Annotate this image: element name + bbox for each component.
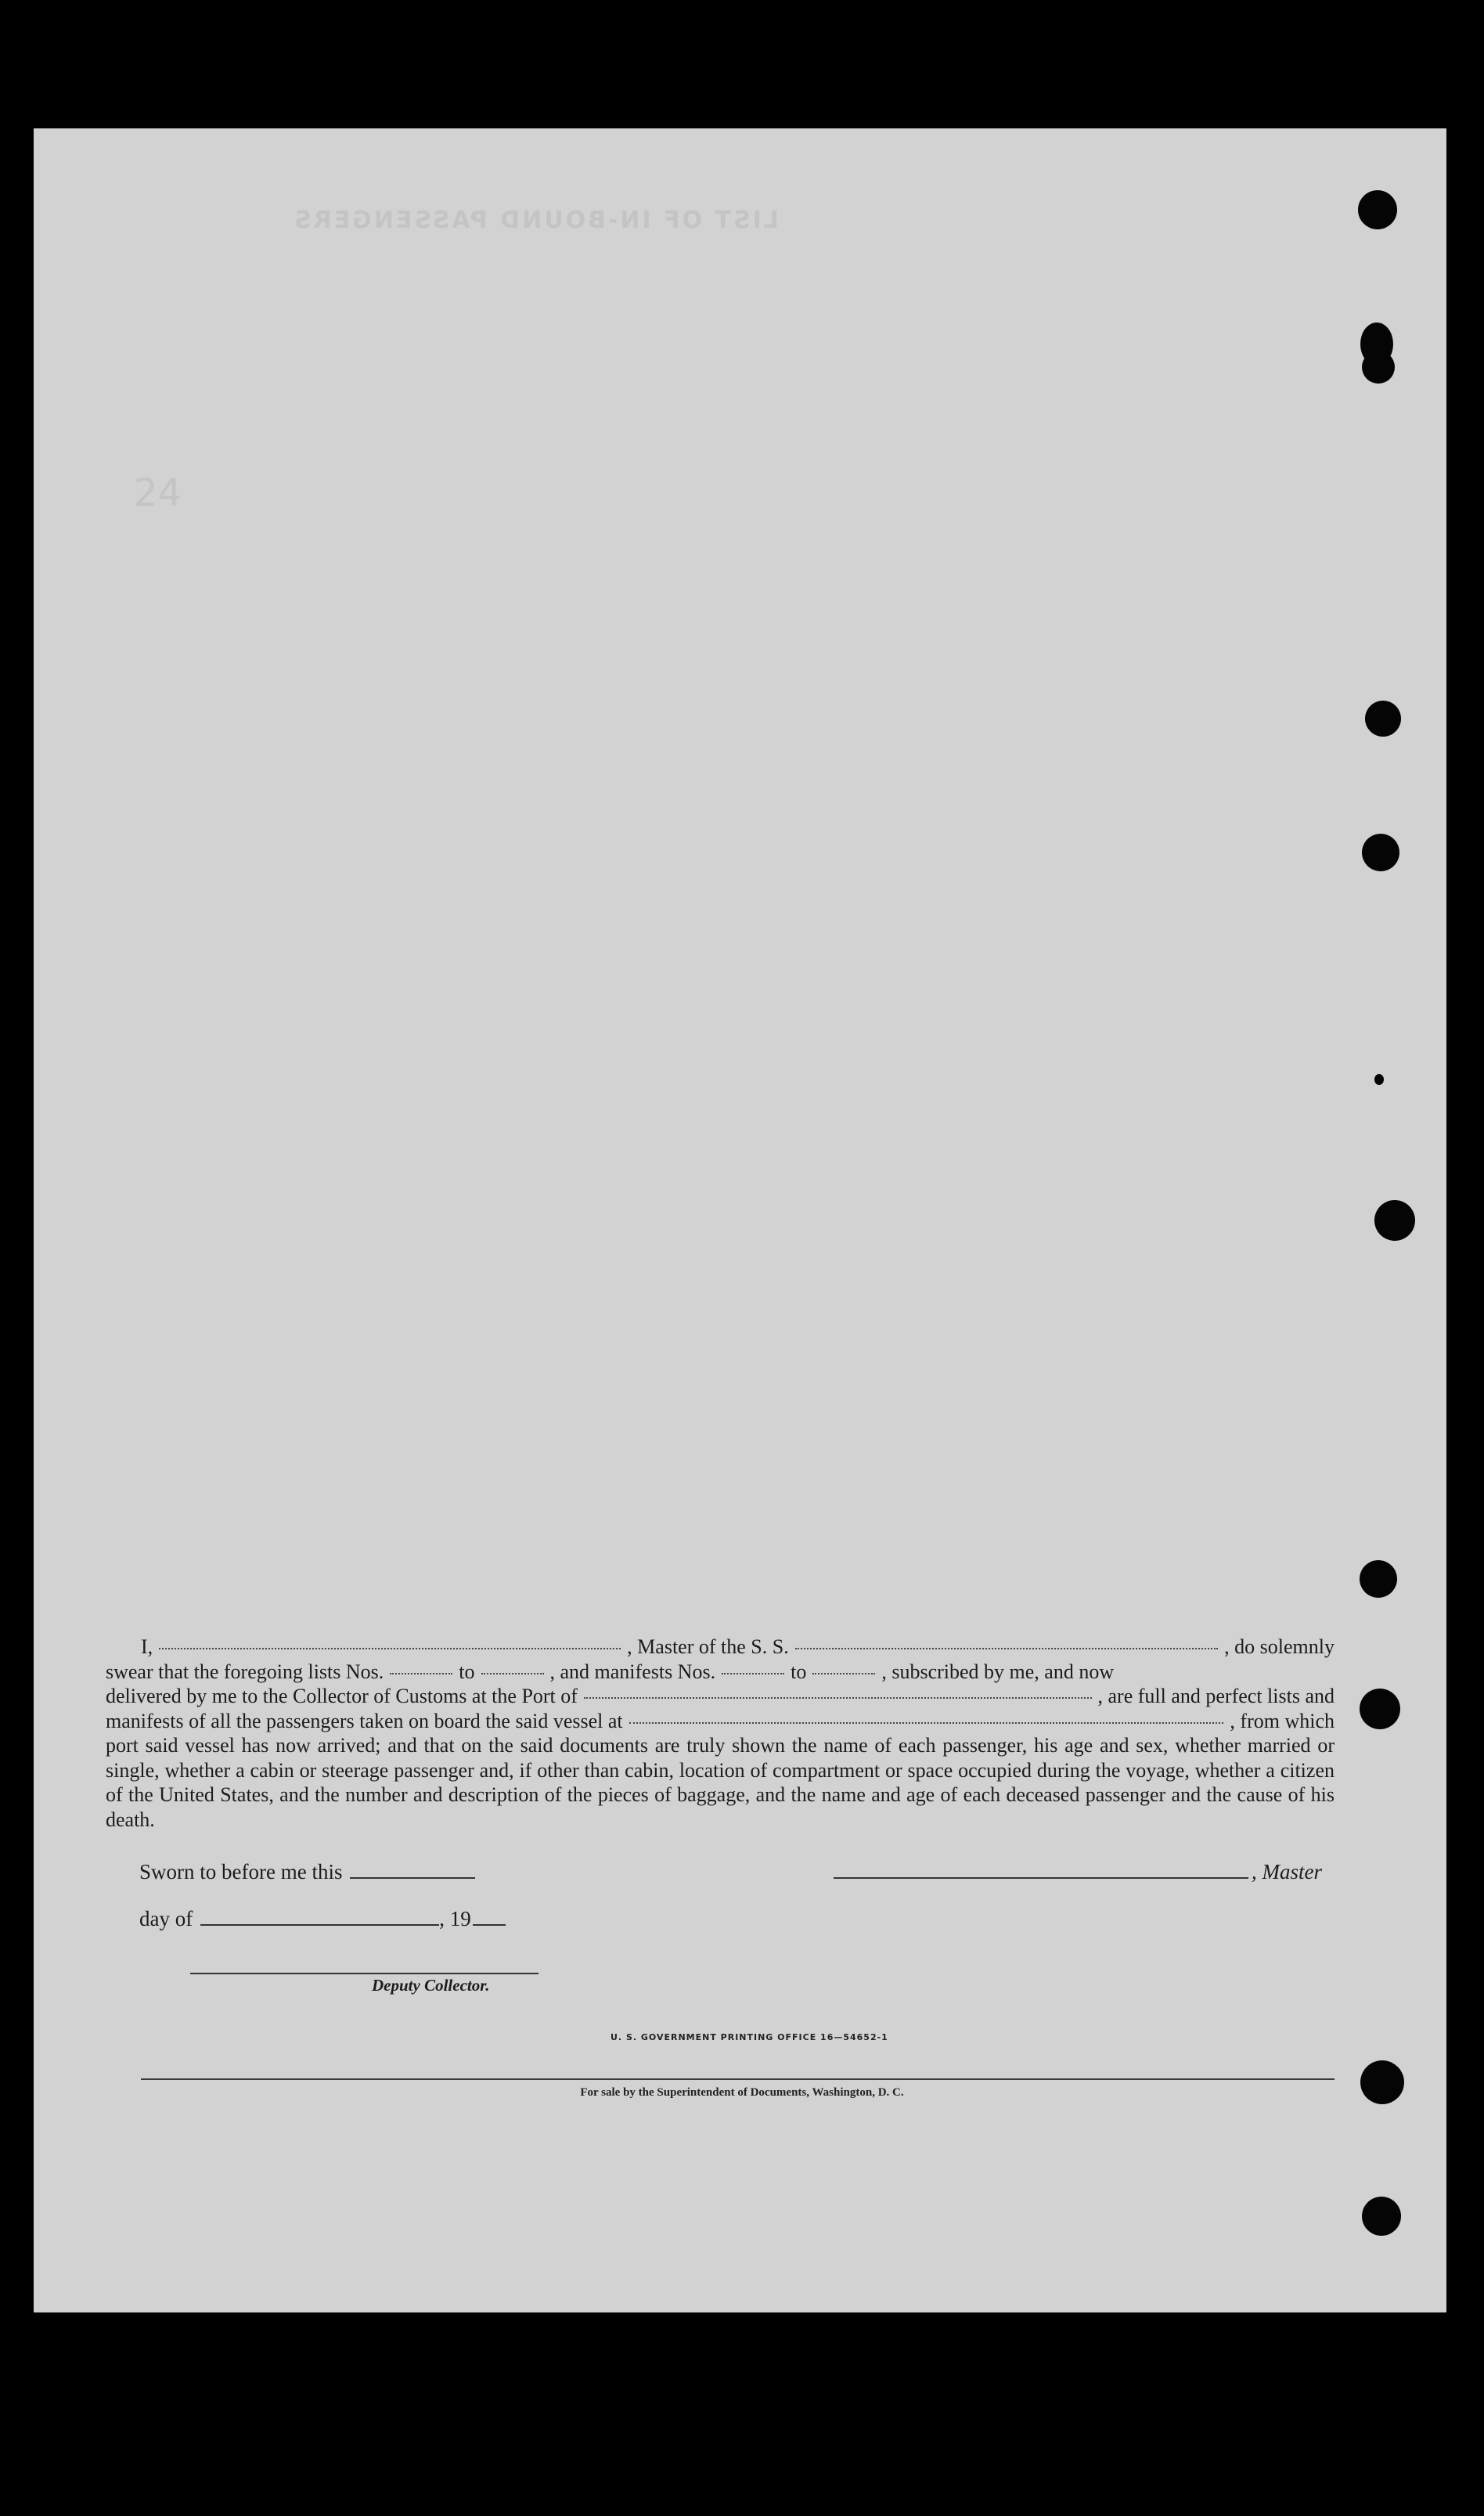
lists-from-blank bbox=[390, 1673, 452, 1674]
year-label: , 19 bbox=[439, 1907, 471, 1930]
footer-rule bbox=[141, 2078, 1335, 2080]
printer-imprint: U. S. GOVERNMENT PRINTING OFFICE 16—54652-1 bbox=[611, 2032, 888, 2042]
master-label: , Master bbox=[1252, 1860, 1322, 1883]
punch-hole bbox=[1365, 701, 1401, 737]
manifests-to-blank bbox=[812, 1673, 875, 1674]
port-blank bbox=[584, 1697, 1092, 1699]
day-label: day of bbox=[139, 1907, 193, 1930]
oath-body: port said vessel has now arrived; and that on the said documents are truly shown the name of each passenger, his age and sex, whether married or single, whether a cabin or steerage passenger and, if other than cabin, location of compartment or space occupied during the voyage, whether a citizen of the United States, and the number and description of the pieces of baggage, and the name and age of each deceased passenger and the cause of his death. bbox=[106, 1734, 1335, 1831]
master-signature-blank bbox=[834, 1877, 1248, 1879]
punch-hole bbox=[1360, 1689, 1400, 1729]
lists-to-blank bbox=[481, 1673, 544, 1674]
oath-line-3 bbox=[106, 1684, 1335, 1709]
sworn-label: Sworn to before me this bbox=[139, 1860, 343, 1883]
oath-text: to bbox=[791, 1660, 807, 1683]
year-blank bbox=[473, 1924, 506, 1926]
punch-hole bbox=[1374, 1200, 1415, 1241]
master-name-blank bbox=[159, 1648, 621, 1649]
oath-text: , from which bbox=[1230, 1709, 1335, 1732]
oath-text: swear that the foregoing lists Nos. bbox=[106, 1660, 384, 1683]
sworn-date-blank bbox=[350, 1877, 475, 1879]
faded-page-number: 24 bbox=[134, 471, 182, 515]
vessel-name-blank bbox=[795, 1648, 1218, 1649]
oath-text: , and manifests Nos. bbox=[549, 1660, 716, 1683]
oath-text: I, bbox=[141, 1635, 153, 1658]
oath-text: , are full and perfect lists and bbox=[1097, 1685, 1335, 1707]
master-oath-paragraph bbox=[106, 1635, 1335, 1832]
manifests-from-blank bbox=[722, 1673, 784, 1674]
oath-text: , subscribed by me, and now bbox=[881, 1660, 1115, 1683]
punch-hole bbox=[1374, 1074, 1384, 1085]
oath-text: , Master of the S. S. bbox=[627, 1635, 789, 1658]
embark-port-blank bbox=[629, 1722, 1224, 1724]
sworn-line bbox=[139, 1860, 475, 1884]
oath-text: to bbox=[459, 1660, 475, 1683]
oath-text: delivered by me to the Collector of Customs at the Port of bbox=[106, 1685, 578, 1707]
oath-text: , do solemnly bbox=[1224, 1635, 1335, 1658]
footer-sale-notice: For sale by the Superintendent of Documents, Washington, D. C. bbox=[580, 2086, 904, 2099]
punch-hole bbox=[1362, 351, 1395, 384]
oath-line-2 bbox=[106, 1660, 1335, 1685]
form-page bbox=[34, 128, 1446, 2312]
punch-hole bbox=[1360, 1560, 1397, 1598]
master-signature-line bbox=[834, 1860, 1322, 1884]
punch-hole bbox=[1358, 190, 1397, 229]
oath-text: manifests of all the passengers taken on board the said vessel at bbox=[106, 1709, 623, 1732]
day-line bbox=[139, 1907, 506, 1931]
punch-hole bbox=[1362, 834, 1399, 871]
month-blank bbox=[200, 1924, 439, 1926]
deputy-signature-line bbox=[190, 1973, 538, 1974]
oath-line-1 bbox=[106, 1635, 1335, 1660]
faded-header-title: LIST OF IN-BOUND PASSENGERS bbox=[292, 207, 779, 234]
punch-hole bbox=[1362, 2197, 1401, 2236]
oath-line-4 bbox=[106, 1709, 1335, 1734]
deputy-collector-label: Deputy Collector. bbox=[372, 1976, 490, 1995]
